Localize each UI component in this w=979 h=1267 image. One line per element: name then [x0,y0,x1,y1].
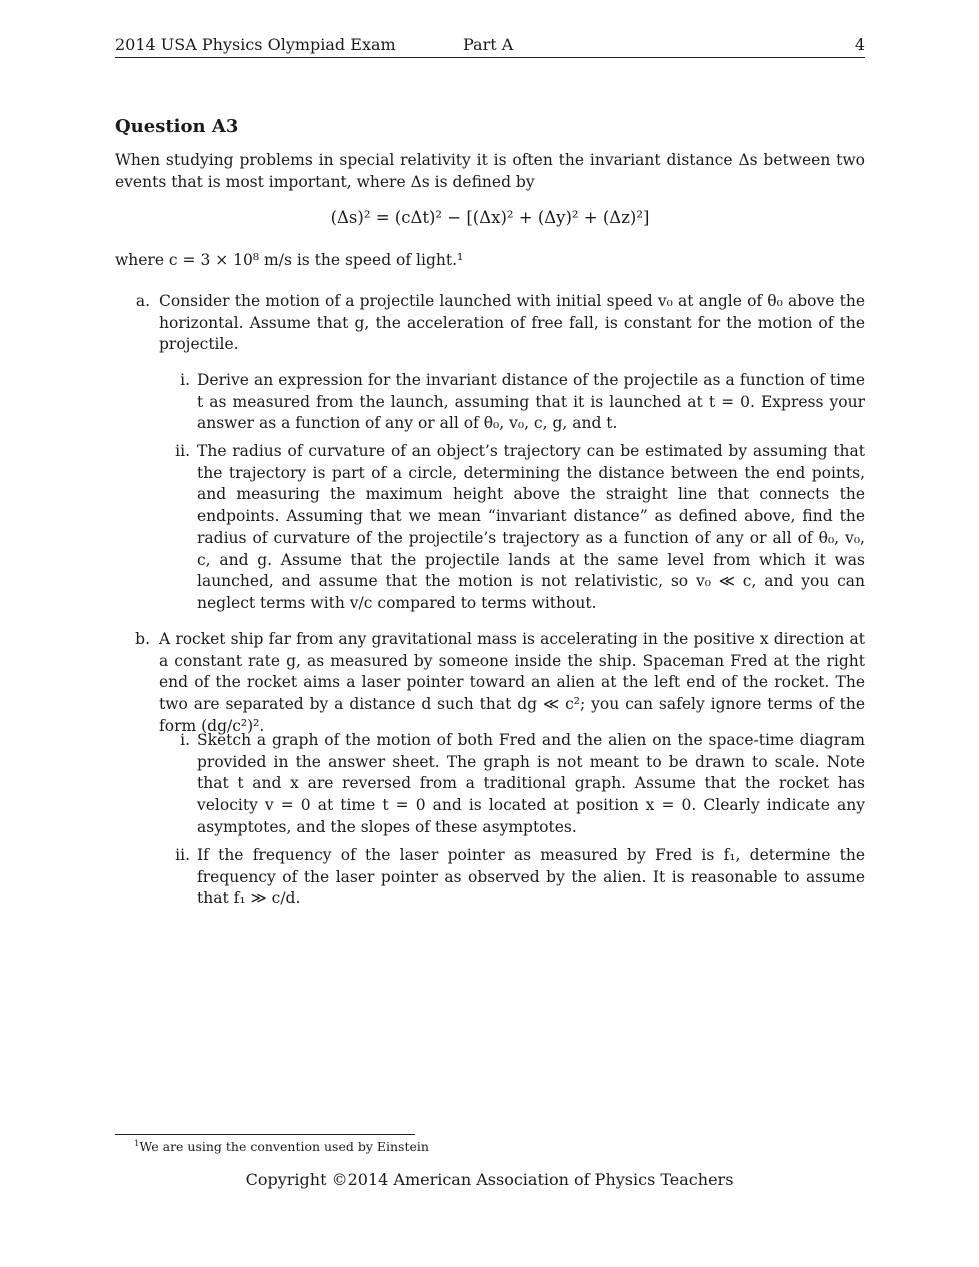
page-number: 4 [854,35,865,54]
part-b-text: A rocket ship far from any gravitational mass is accelerating in the positive x direction at a constant rate g, as measured by someone inside the ship. Spaceman Fred at the right end of the rocket aims a laser pointer toward an alien at the left end of the rocket. The two are separated by a distance d such that dg ≪ c²; you can safely ignore terms of the form (dg/c²)². [159,630,865,735]
question-title: Question A3 [115,116,239,137]
part-a-i-label: i. [180,371,190,389]
invariant-distance-equation: (Δs)² = (cΔt)² − [(Δx)² + (Δy)² + (Δz)²] [330,208,650,227]
footnote-text: We are using the convention used by Einstein [139,1139,429,1154]
part-b-ii-text: If the frequency of the laser pointer as measured by Fred is f₁, determine the frequency of the laser pointer as observed by the alien. It is reasonable to assume that f₁ ≫ c/d. [197,846,865,908]
footnote [134,1139,429,1155]
copyright-notice: Copyright ©2014 American Association of Physics Teachers [245,1170,734,1189]
exam-title: 2014 USA Physics Olympiad Exam [115,35,396,54]
part-b-i-text: Sketch a graph of the motion of both Fred and the alien on the space-time diagram provided in the answer sheet. The graph is not meant to be drawn to scale. Note that t and x are reversed from a traditional graph. Assume that the rocket has velocity v = 0 at time t = 0 and is located at position x = 0. Clearly indicate any asymptotes, and the slopes of these asymptotes. [197,731,865,836]
part-a-text: Consider the motion of a projectile launched with initial speed v₀ at angle of θ₀ above the horizontal. Assume that g, the acceleration of free fall, is constant for the motion of the projectile. [159,292,865,354]
part-a-ii-label: ii. [175,442,190,460]
part-b-i-label: i. [180,731,190,749]
part-a-label: a. [135,292,150,310]
part-b-ii-label: ii. [175,846,190,864]
equation-explanation: where c = 3 × 10⁸ m/s is the speed of light.¹ [115,251,464,269]
footnote-rule [115,1134,415,1135]
part-b-label: b. [135,630,150,648]
question-intro: When studying problems in special relativity it is often the invariant distance Δs between two events that is most important, where Δs is defined by [115,151,865,191]
part-a-i-text: Derive an expression for the invariant distance of the projectile as a function of time t as measured from the launch, assuming that it is launched at t = 0. Express your answer as a function of any or all of θ₀, v₀, c, g, and t. [197,371,865,433]
running-header [115,35,865,58]
part-a-ii-text: The radius of curvature of an object’s trajectory can be estimated by assuming that the trajectory is part of a circle, determining the distance between the end points, and measuring the maximum height above the straight line that connects the endpoints. Assuming that we mean “invariant distance” as defined above, find the radius of curvature of the projectile’s trajectory as a function of any or all of θ₀, v₀, c, and g. Assume that the projectile lands at the same level from which it was launched, and assume that the motion is not relativistic, so v₀ ≪ c, and you can neglect terms with v/c compared to terms without. [197,442,865,612]
footnote-mark: 1 [134,1138,140,1149]
part-label: Part A [463,35,514,54]
